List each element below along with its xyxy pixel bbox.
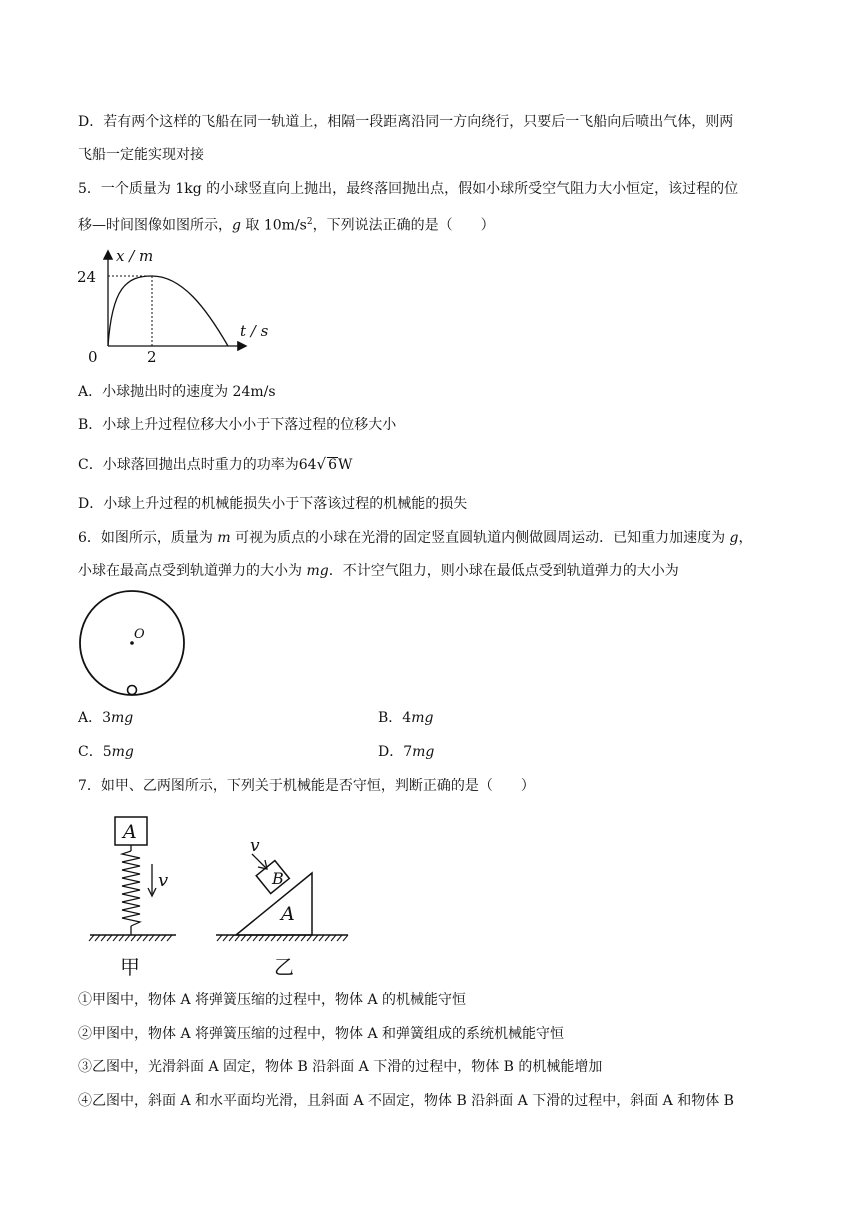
q5-option-c: C．小球落回抛出点时重力的功率为64√ 6W <box>78 455 353 473</box>
q6-option-b: B．4mg <box>378 710 434 726</box>
q7-statement-3: ③乙图中，光滑斜面 A 固定，物体 B 沿斜面 A 下滑的过程中，物体 B 的机械能增加 <box>78 1059 603 1075</box>
q5-option-a: A．小球抛出时的速度为 24m/s <box>78 384 276 400</box>
q5-position-time-graph <box>77 246 280 366</box>
q7-block-b-label: B <box>272 869 284 888</box>
q5-stem-line1: 5．一个质量为 1kg 的小球竖直向上抛出，最终落回抛出点，假如小球所受空气阻力大小恒定，该过程的位 <box>78 181 739 197</box>
q7-block-a-label: A <box>123 821 137 843</box>
q7-left-velocity-label: v <box>158 870 169 891</box>
q6-option-c: C．5mg <box>78 744 134 760</box>
q6-option-d: D．7mg <box>378 744 435 760</box>
q7-incline-a-label: A <box>281 903 295 925</box>
q5-y-tick-24: 24 <box>77 268 97 286</box>
q5-x-tick-2: 2 <box>147 348 157 366</box>
q7-right-caption: 乙 <box>274 955 294 979</box>
q7-left-caption: 甲 <box>120 955 140 979</box>
q6-option-a: A．3mg <box>78 710 134 726</box>
q6-center-label: O <box>134 627 145 642</box>
q6-stem-line1: 6．如图所示，质量为 m 可视为质点的小球在光滑的固定竖直圆轨道内侧做圆周运动．已知重力加速度为 g， <box>78 530 753 546</box>
q6-ball <box>128 686 137 695</box>
q7-figure-left-spring <box>88 814 188 984</box>
q6-stem-line2: 小球在最高点受到轨道弹力的大小为 mg．不计空气阻力，则小球在最低点受到轨道弹力的大小为 <box>78 563 679 579</box>
q5-origin-label: 0 <box>88 348 98 366</box>
q7-statement-1: ①甲图中，物体 A 将弹簧压缩的过程中，物体 A 的机械能守恒 <box>78 992 467 1008</box>
q7-stem: 7．如甲、乙两图所示，下列关于机械能是否守恒，判断正确的是（ ） <box>78 778 535 794</box>
q5-option-d: D．小球上升过程的机械能损失小于下落该过程的机械能的损失 <box>78 496 468 512</box>
q5-option-b: B．小球上升过程位移大小小于下落过程的位移大小 <box>78 417 397 433</box>
q4-option-d-line2: 飞船一定能实现对接 <box>78 147 204 163</box>
q7-figure-right-incline <box>214 834 354 984</box>
q5-stem-line2: 移—时间图像如图所示，g 取 $10m/s^2$，下列说法正确的是（ ） <box>78 217 495 234</box>
q7-statement-4: ④乙图中，斜面 A 和水平面均光滑，且斜面 A 不固定，物体 B 沿斜面 A 下滑的过程中，斜面 A 和物体 B <box>78 1093 734 1109</box>
q7-right-velocity-label: v <box>250 836 260 856</box>
q7-right-velocity-arrow <box>252 854 266 868</box>
q7-spring <box>122 851 140 926</box>
q5-y-axis-label: x / m <box>116 247 154 265</box>
q5-x-axis-label: t / s <box>240 322 269 340</box>
q6-circular-track-figure <box>76 592 188 698</box>
q5-curve <box>108 276 228 346</box>
q7-statement-2: ②甲图中，物体 A 将弹簧压缩的过程中，物体 A 和弹簧组成的系统机械能守恒 <box>78 1026 565 1042</box>
q4-option-d-line1: D．若有两个这样的飞船在同一轨道上，相隔一段距离沿同一方向绕行，只要后一飞船向后喷出气体，则两 <box>78 114 734 130</box>
